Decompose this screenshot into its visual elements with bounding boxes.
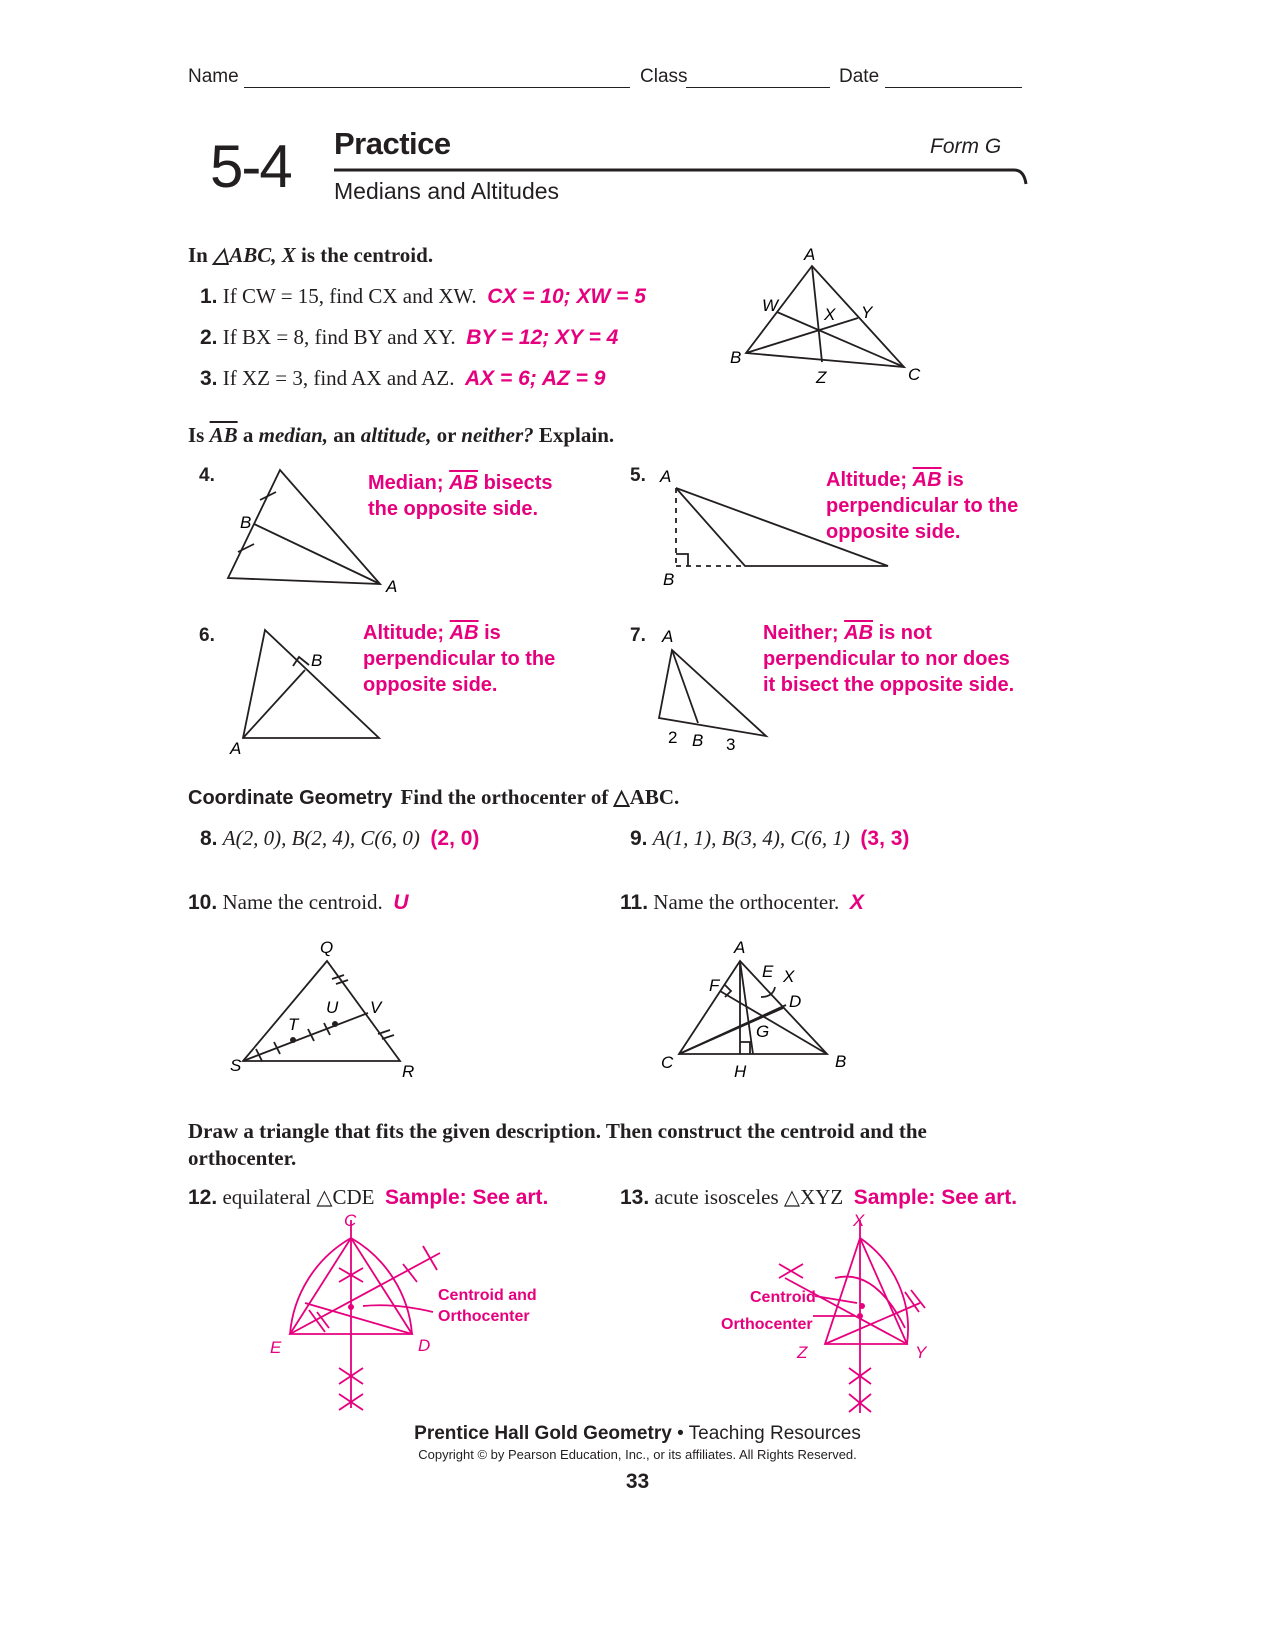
svg-text:A: A: [734, 938, 746, 957]
section2-instruction: Is $\overline{AB}$ a median, an altitude, or neither? Explain.: [188, 423, 615, 447]
answer-5: Altitude; $\overline{AB}$ is perpendicular to the opposite side.: [826, 469, 1019, 543]
svg-text:Orthocenter: Orthocenter: [438, 1308, 530, 1325]
class-label: Class: [640, 66, 688, 87]
item-5-number: 5.: [630, 465, 646, 486]
name-label: Name: [188, 66, 239, 87]
page-subtitle: Medians and Altitudes: [334, 178, 560, 204]
svg-text:B: B: [835, 1052, 847, 1071]
form-label: Form G: [930, 135, 1002, 158]
svg-text:X: X: [783, 967, 795, 986]
svg-text:B: B: [663, 570, 675, 589]
label-X: X: [824, 305, 836, 324]
page-number: 33: [625, 1470, 650, 1493]
svg-text:U: U: [326, 998, 339, 1017]
answer-7: Neither; $\overline{AB}$ is not perpendicular to nor does it bisect the opposite side.: [763, 622, 1015, 696]
svg-text:3: 3: [726, 735, 736, 754]
item-6-number: 6.: [199, 625, 215, 646]
figure-13: [715, 1208, 955, 1423]
answer-4: Median; $\overline{AB}$ bisects the opposite side.: [368, 472, 553, 520]
svg-text:A: A: [230, 739, 242, 758]
name-line[interactable]: [244, 87, 630, 88]
item-8: 8. A(2, 0), B(2, 4), C(6, 0) (2, 0): [200, 826, 480, 850]
item-10: 10. Name the centroid. U: [188, 890, 409, 914]
svg-text:Centroid: Centroid: [750, 1289, 816, 1306]
item-2: 2. If BX = 8, find BY and XY. BY = 12; XY = 4: [200, 325, 619, 349]
item-7-number: 7.: [630, 625, 646, 646]
item-1: 1. If CW = 15, find CX and XW. CX = 10; XW = 5: [200, 284, 646, 308]
section1-instruction: In △ABC, X is the centroid.: [188, 243, 434, 267]
svg-text:E: E: [270, 1338, 282, 1357]
svg-text:D: D: [418, 1336, 431, 1355]
svg-text:2: 2: [668, 728, 678, 747]
label-B: B: [730, 348, 742, 367]
lesson-number: 5-4: [210, 133, 291, 200]
svg-text:G: G: [756, 1022, 770, 1041]
footer-copyright: Copyright © by Pearson Education, Inc., or its affiliates. All Rights Reserved.: [418, 1447, 857, 1462]
figure-12: [265, 1208, 555, 1423]
svg-text:F: F: [709, 976, 720, 995]
class-line[interactable]: [686, 87, 830, 88]
svg-text:Orthocenter: Orthocenter: [721, 1316, 813, 1333]
svg-text:R: R: [402, 1062, 415, 1080]
svg-text:Z: Z: [797, 1343, 808, 1362]
svg-text:Y: Y: [915, 1343, 927, 1362]
centroid-figure: [720, 238, 940, 388]
svg-text:B: B: [240, 513, 252, 532]
svg-text:Q: Q: [320, 938, 334, 957]
svg-text:T: T: [288, 1015, 299, 1034]
label-Y: Y: [861, 303, 873, 322]
svg-text:B: B: [311, 651, 323, 670]
figure-11: [655, 935, 855, 1085]
svg-text:V: V: [370, 998, 382, 1017]
item-11: 11. Name the orthocenter. X: [620, 890, 864, 914]
figure-10: [220, 935, 420, 1080]
svg-text:S: S: [230, 1056, 242, 1075]
footer-source: Prentice Hall Gold Geometry • Teaching Resources: [414, 1423, 861, 1444]
svg-text:Centroid and: Centroid and: [438, 1287, 537, 1304]
svg-text:H: H: [734, 1062, 747, 1081]
item-9: 9. A(1, 1), B(3, 4), C(6, 1) (3, 3): [630, 826, 910, 850]
date-line[interactable]: [885, 87, 1022, 88]
section4-instruction: Draw a triangle that fits the given description. Then construct the centroid and the orthocenter.: [188, 1119, 927, 1170]
svg-text:A: A: [386, 577, 398, 596]
page-title: Practice: [334, 126, 451, 161]
item-12: 12. equilateral △CDE Sample: See art.: [188, 1185, 549, 1209]
section3-instruction: Coordinate Geometry Find the orthocenter of △ABC.: [188, 785, 680, 809]
svg-text:A: A: [662, 627, 674, 646]
figure-6: [225, 620, 385, 765]
figure-7: [650, 620, 780, 755]
svg-text:D: D: [789, 992, 802, 1011]
label-C: C: [908, 365, 921, 384]
label-Z: Z: [816, 368, 827, 387]
label-W: W: [762, 296, 779, 315]
svg-text:C: C: [661, 1053, 674, 1072]
item-4-number: 4.: [199, 465, 215, 486]
svg-text:B: B: [692, 731, 704, 750]
date-label: Date: [839, 66, 880, 87]
svg-text:E: E: [762, 962, 774, 981]
answer-6: Altitude; $\overline{AB}$ is perpendicular to the opposite side.: [363, 622, 556, 696]
item-13: 13. acute isosceles △XYZ Sample: See art.: [620, 1185, 1018, 1209]
svg-text:X: X: [853, 1211, 865, 1230]
label-A: A: [804, 245, 816, 264]
svg-text:C: C: [344, 1211, 357, 1230]
svg-text:A: A: [660, 467, 672, 486]
item-3: 3. If XZ = 3, find AX and AZ. AX = 6; AZ = 9: [200, 366, 606, 390]
